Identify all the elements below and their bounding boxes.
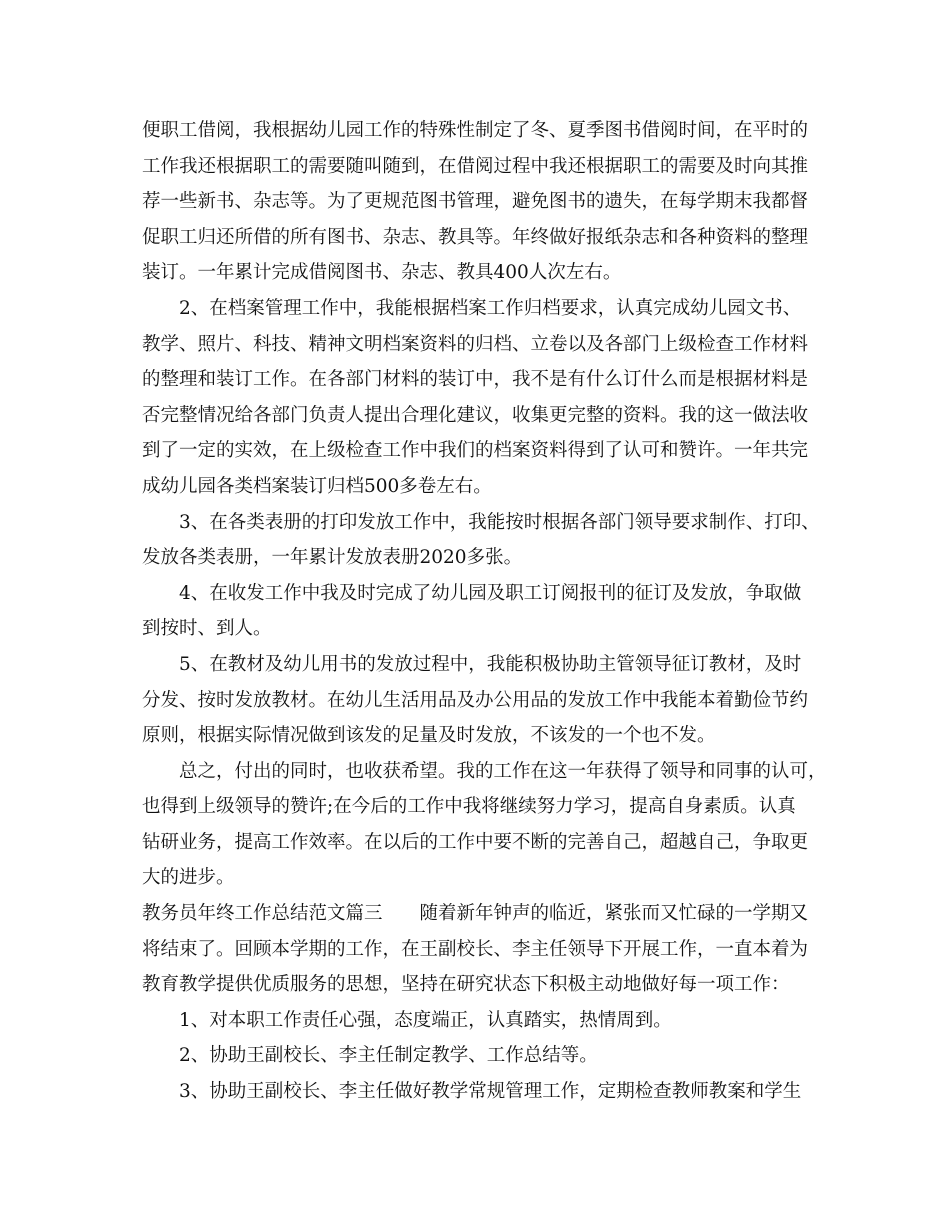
text-line: 教学、照片、科技、精神文明档案资料的归档、立卷以及各部门上级检查工作材料 — [142, 333, 809, 355]
text-line: 到按时、到人。 — [142, 618, 272, 640]
text-line: 钻研业务，提高工作效率。在以后的工作中要不断的完善自己，超越自己，争取更 — [142, 831, 809, 853]
text-line: 3、在各类表册的打印发放工作中，我能按时根据各部门领导要求制作、打印、 — [179, 511, 820, 533]
text-line: 大的进步。 — [142, 867, 235, 889]
text-line: 将结束了。回顾本学期的工作，在王副校长、李主任领导下开展工作，一直本着为 — [142, 938, 809, 960]
text-line: 教育教学提供优质服务的思想，坚持在研究状态下积极主动地做好每一项工作： — [142, 974, 790, 996]
text-line: 也得到上级领导的赞许;在今后的工作中我将继续努力学习，提高自身素质。认真 — [142, 796, 796, 818]
text-line: 原则，根据实际情况做到该发的足量及时发放，不该发的一个也不发。 — [142, 725, 716, 747]
text-line: 发放各类表册，一年累计发放表册2020多张。 — [142, 547, 523, 569]
document-body — [142, 113, 832, 1110]
text-line: 5、在教材及幼儿用书的发放过程中，我能积极协助主管领导征订教材，及时 — [179, 653, 802, 675]
text-line: 分发、按时发放教材。在幼儿生活用品及办公用品的发放工作中我能本着勤俭节约 — [142, 689, 809, 711]
text-line: 2、在档案管理工作中，我能根据档案工作归档要求，认真完成幼儿园文书、 — [179, 297, 802, 319]
text-line: 1、对本职工作责任心强，态度端正，认真踏实，热情周到。 — [179, 1009, 672, 1031]
text-line: 到了一定的实效，在上级检查工作中我们的档案资料得到了认可和赞许。一年共完 — [142, 440, 809, 462]
text-line: 3、协助王副校长、李主任做好教学常规管理工作，定期检查教师教案和学生 — [179, 1081, 802, 1103]
text-line: 总之，付出的同时，也收获希望。我的工作在这一年获得了领导和同事的认可， — [179, 760, 827, 782]
text-line: 2、协助王副校长、李主任制定教学、工作总结等。 — [179, 1045, 598, 1067]
text-line: 装订。一年累计完成借阅图书、杂志、教具400人次左右。 — [142, 262, 622, 284]
text-line: 成幼儿园各类档案装订归档500多卷左右。 — [142, 475, 492, 497]
text-line: 促职工归还所借的所有图书、杂志、教具等。年终做好报纸杂志和各种资料的整理 — [142, 226, 809, 248]
text-line: 的整理和装订工作。在各部门材料的装订中，我不是有什么订什么而是根据材料是 — [142, 369, 809, 391]
text-line: 教务员年终工作总结范文篇三 随着新年钟声的临近，紧张而又忙碌的一学期又 — [142, 903, 809, 925]
text-line: 4、在收发工作中我及时完成了幼儿园及职工订阅报刊的征订及发放，争取做 — [179, 582, 802, 604]
text-line: 便职工借阅，我根据幼儿园工作的特殊性制定了冬、夏季图书借阅时间，在平时的 — [142, 120, 809, 141]
text-line: 工作我还根据职工的需要随叫随到，在借阅过程中我还根据职工的需要及时向其推 — [142, 155, 809, 177]
text-line: 否完整情况给各部门负责人提出合理化建议，收集更完整的资料。我的这一做法收 — [142, 404, 809, 426]
text-line: 荐一些新书、杂志等。为了更规范图书管理，避免图书的遗失，在每学期末我都督 — [142, 191, 809, 213]
